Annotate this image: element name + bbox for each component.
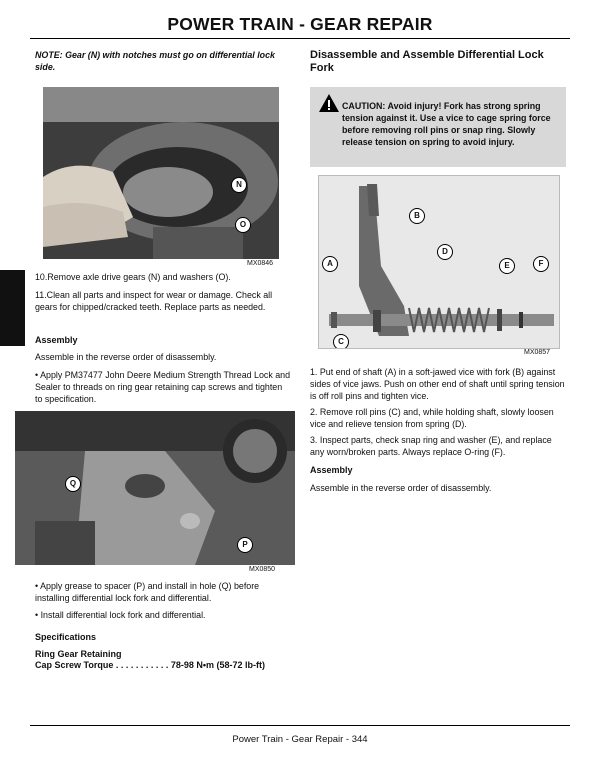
section-tab xyxy=(0,270,25,346)
warning-icon xyxy=(318,93,340,113)
callout-f: F xyxy=(533,256,549,272)
spec-line-1: Ring Gear Retaining xyxy=(35,649,122,659)
figure-code: MX0846 xyxy=(247,260,274,267)
bullet-install: • Install differential lock fork and differential. xyxy=(35,610,206,620)
page-footer: Power Train - Gear Repair - 344 xyxy=(232,734,368,745)
right-column xyxy=(310,49,567,75)
fork-assembly-text: Assemble in the reverse order of disassembly. xyxy=(310,483,492,493)
callout-c: C xyxy=(333,334,349,349)
fork-assembly-heading: Assembly xyxy=(310,465,353,475)
assembly-heading: Assembly xyxy=(35,335,78,345)
gear-housing-photo xyxy=(43,87,279,259)
figure-fork xyxy=(318,175,560,349)
callout-b: B xyxy=(409,208,425,224)
assembly-text: Assemble in the reverse order of disassembly. xyxy=(35,352,217,362)
callout-d: D xyxy=(437,244,453,260)
fork-step-2: 2. Remove roll pins (C) and, while holding shaft, slowly loosen vice and relieve tension from spring (D). xyxy=(310,407,554,429)
page-title: POWER TRAIN - GEAR REPAIR xyxy=(167,14,433,34)
bullet-thread-lock: • Apply PM37477 John Deere Medium Strength Thread Lock and Sealer to threads on ring gear retaining cap screws and tighten to specification. xyxy=(35,370,291,404)
caution-text: CAUTION: Avoid injury! Fork has strong spring tension against it. Use a vice to cage spring force before removing roll pins or snap ring. Slowly release tension on spring to avoid injury. xyxy=(342,101,551,147)
callout-p: P xyxy=(237,537,253,553)
figure-code: MX0857 xyxy=(524,349,551,356)
header-rule xyxy=(30,38,570,39)
caution-box xyxy=(310,87,566,167)
spec-line-2: Cap Screw Torque . . . . . . . . . . . 78-98 N•m (58-72 lb-ft) xyxy=(35,660,266,670)
step-11: 11.Clean all parts and inspect for wear or damage. Check all gears for chipped/cracked teeth. Replace parts as needed. xyxy=(35,290,273,312)
spacer-photo xyxy=(15,411,295,565)
fork-photo xyxy=(319,176,559,348)
callout-a: A xyxy=(322,256,338,272)
figure-gear-housing xyxy=(43,87,279,259)
callout-q: Q xyxy=(65,476,81,492)
step-10: 10.Remove axle drive gears (N) and washers (O). xyxy=(35,272,231,282)
note: NOTE: Gear (N) with notches must go on differential lock side. xyxy=(35,50,275,72)
section-heading: Disassemble and Assemble Differential Lock Fork xyxy=(310,49,544,74)
figure-spacer xyxy=(15,411,295,565)
specifications-heading: Specifications xyxy=(35,632,97,642)
callout-e: E xyxy=(499,258,515,274)
callout-n: N xyxy=(231,177,247,193)
fork-step-1: 1. Put end of shaft (A) in a soft-jawed vice with fork (B) against sides of vice jaws. Push on other end of shaft until spring tension is off roll pins and tighten vice. xyxy=(310,367,565,401)
bullet-grease: • Apply grease to spacer (P) and install in hole (Q) before installing differential lock fork and differential. xyxy=(35,581,260,603)
callout-o: O xyxy=(235,217,251,233)
fork-step-3: 3. Inspect parts, check snap ring and washer (E), and replace any worn/broken parts. Always replace O-ring (F). xyxy=(310,435,552,457)
footer-rule xyxy=(30,725,570,726)
left-column xyxy=(35,49,292,670)
figure-code: MX0850 xyxy=(249,566,276,573)
